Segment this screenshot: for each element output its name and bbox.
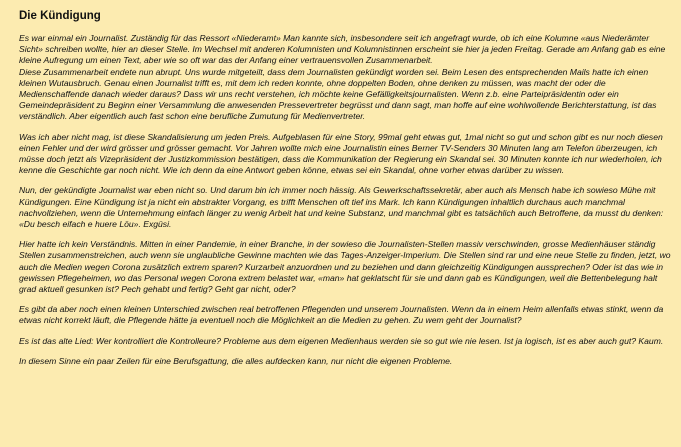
- article-paragraph: Diese Zusammenarbeit endete nun abrupt. Uns wurde mitgeteilt, dass dem Journalisten gekündigt worden sei. Beim Lesen des entsprechenden Mails hatte ich einen kleinen Wutausbruch. Genau einen Journalist trifft es, mit dem ich reden konnte, ohne doppelten Boden, ohne denken zu müssen, was macht der oder die Medienschaffende danach wieder daraus? Dass wir uns recht verstehen, ich möchte keine Gefälligkeitsjournalisten. Wenn z.b. eine Parteipräsidentin oder ein Gemeindepräsident zu Beginn einer Versammlung die anwesenden Pressevertreter begrüsst und dann sagt, man hoffe auf eine wohlwollende Berichterstattung, ist das verständlich. Aber eigentlich auch fast schon eine berufliche Zumutung für Medienvertreter.: [19, 66, 657, 122]
- article-paragraph: Hier hatte ich kein Verständnis. Mitten in einer Pandemie, in einer Branche, in der sowieso die Journalisten-Stellen massiv verschwinden, grosse Medienhäuser ständig Stellen zusammenstreichen, auch wenn sie unglaubliche Gewinne machten wie das Tages-Anzeiger-Imperium. Die Stellen sind rar und eine neue Stelle zu finden, jetzt, wo auch die Medien wegen Corona zusätzlich extrem sparen? Kurzarbeit anzuordnen und zu beziehen und dann gleichzeitig Kündigungen aussprechen? Oder ist das wie in gewissen Pflegeheimen, wo das Personal wegen Corona extrem belastet war, «man» hat geklatscht für sie und dann gab es Kündigungen, weil die Bettenbelegung halt grad aktuell gesunken ist? Pech gehabt und fertig? Geht gar nicht, oder?: [19, 239, 671, 295]
- article-paragraph: Nun, der gekündigte Journalist war eben nicht so. Und darum bin ich immer noch hässig. Als Gewerkschaftssekretär, aber auch als Mensch habe ich sowieso Mühe mit Kündigungen. Eine Kündigung ist ja nicht ein abstrakter Vorgang, es trifft Menschen oft tief ins Mark. Ich kann Kündigungen inhaltlich durchaus auch manchmal nachvollziehen, wenn die Unternehmung einfach länger zu wenig Arbeit hat und keine Substanz, und manchmal gibt es tatsächlich auch Betroffene, da musst du denken: «Du besch eifach e huere Löu». Exgüsi.: [19, 185, 664, 230]
- article-paragraph: Es gibt da aber noch einen kleinen Unterschied zwischen real betroffenen Pflegenden und unserem Journalisten. Wenn da in einem Heim allenfalls etwas stinkt, wenn da etwas nicht korrekt läuft, die Pflegende hätte ja eventuell noch die Möglichkeit an die Medien zu gehen. Zu wem geht der Journalist?: [19, 304, 664, 326]
- article-title: Die Kündigung: [19, 10, 101, 22]
- article-paragraph: Es ist das alte Lied: Wer kontrolliert die Kontrolleure? Probleme aus dem eigenen Medienhaus werden sie so gut wie nie lesen. Ist ja logisch, ist es aber auch gut? Kaum.: [19, 335, 664, 346]
- article-paragraph: In diesem Sinne ein paar Zeilen für eine Berufsgattung, die alles aufdecken kann, nur nicht die eigenen Probleme.: [19, 355, 453, 366]
- article-paragraph: Was ich aber nicht mag, ist diese Skandalisierung um jeden Preis. Aufgeblasen für eine Story, 99mal geht etwas gut, 1mal nicht so gut und schon gibt es nur noch diesen einen Fehler und der wird grösser und grösser gemacht. Vor Jahren wollte mich eine Journalistin eines Berner TV-Senders 30 Minuten lang am Telefon überzeugen, ich müsse doch jetzt als Vizepräsident der Justizkommission bestätigen, dass die Kommunikation der Regierung ein Skandal sei. 30 Minuten konnte ich nur wiederholen, ich kenne die Geschichte gar noch nicht. Wie ich denn da eine Antwort geben könne, etwas sei ein Skandal, ohne vorher etwas darüber zu wissen.: [19, 131, 663, 176]
- article-paragraph: Es war einmal ein Journalist. Zuständig für das Ressort «Niederamt» Man kannte sich, insbesondere seit ich angefragt wurde, ob ich eine Kolumne «aus Niederämter Sicht» schreiben wollte, hier an dieser Stelle. Im Wechsel mit anderen Kolumnisten und Kolumnistinnen erscheint sie hier ja jeden Freitag. Gerade am Anfang gab es eine kleine Aufregung um einen Text, aber wie so oft war das der Anfang einer vertrauensvollen Zusammenarbeit.: [19, 33, 666, 66]
